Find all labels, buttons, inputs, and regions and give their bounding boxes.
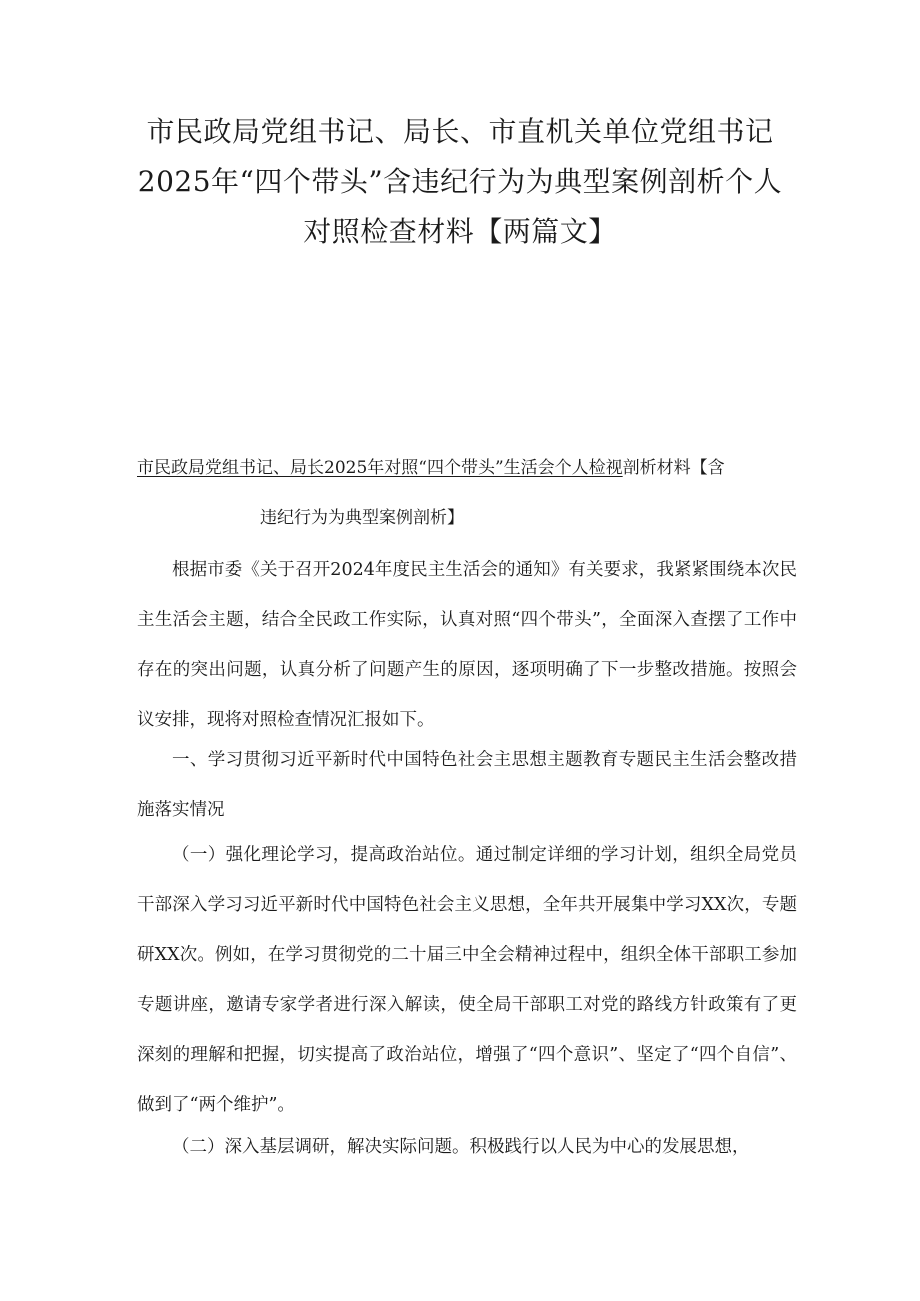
paragraph-heading-one: 一、学习贯彻习近平新时代中国特色社会主思想主题教育专题民主生活会整改措施落实情况	[137, 750, 797, 820]
paragraph-intro: 根据市委《关于召开2024年度民主生活会的通知》有关要求，我紧紧围绕本次民主生活会主题，结合全民政工作实际，认真对照“四个带头”，全面深入查摆了工作中存在的突出问题，认真分析了问题产生的原因，逐项明确了下一步整改措施。按照会议安排，现将对照检查情况汇报如下。	[137, 560, 797, 730]
subtitle-underlined-text: 市民政局党组书记、局长2025年对照“四个带头”生活会个人检视	[137, 458, 623, 478]
section-subtitle-line-1	[137, 458, 725, 478]
document-title-line-3: 对照检查材料【两篇文】	[303, 215, 617, 248]
section-subtitle-line-2: 违纪行为为典型案例剖析】	[260, 508, 464, 528]
document-title-line-2: 2025年“四个带头”含违纪行为为典型案例剖析个人	[137, 165, 783, 198]
paragraph-item-two: （二）深入基层调研，解决实际问题。积极践行以人民为中心的发展思想，	[172, 1137, 750, 1157]
subtitle-rest-text: 剖析材料【含	[622, 458, 725, 478]
document-title-line-1: 市民政局党组书记、局长、市直机关单位党组书记	[146, 115, 774, 148]
paragraph-item-one: （一）强化理论学习，提高政治站位。通过制定详细的学习计划，组织全局党员干部深入学习习近平新时代中国特色社会主义思想，全年共开展集中学习XX次，专题研XX次。例如，在学习贯彻党的二十届三中全会精神过程中，组织全体干部职工参加专题讲座，邀请专家学者进行深入解读，使全局干部职工对党的路线方针政策有了更深刻的理解和把握，切实提高了政治站位，增强了“四个意识”、坚定了“四个自信”、做到了“两个维护”。	[137, 845, 797, 1115]
